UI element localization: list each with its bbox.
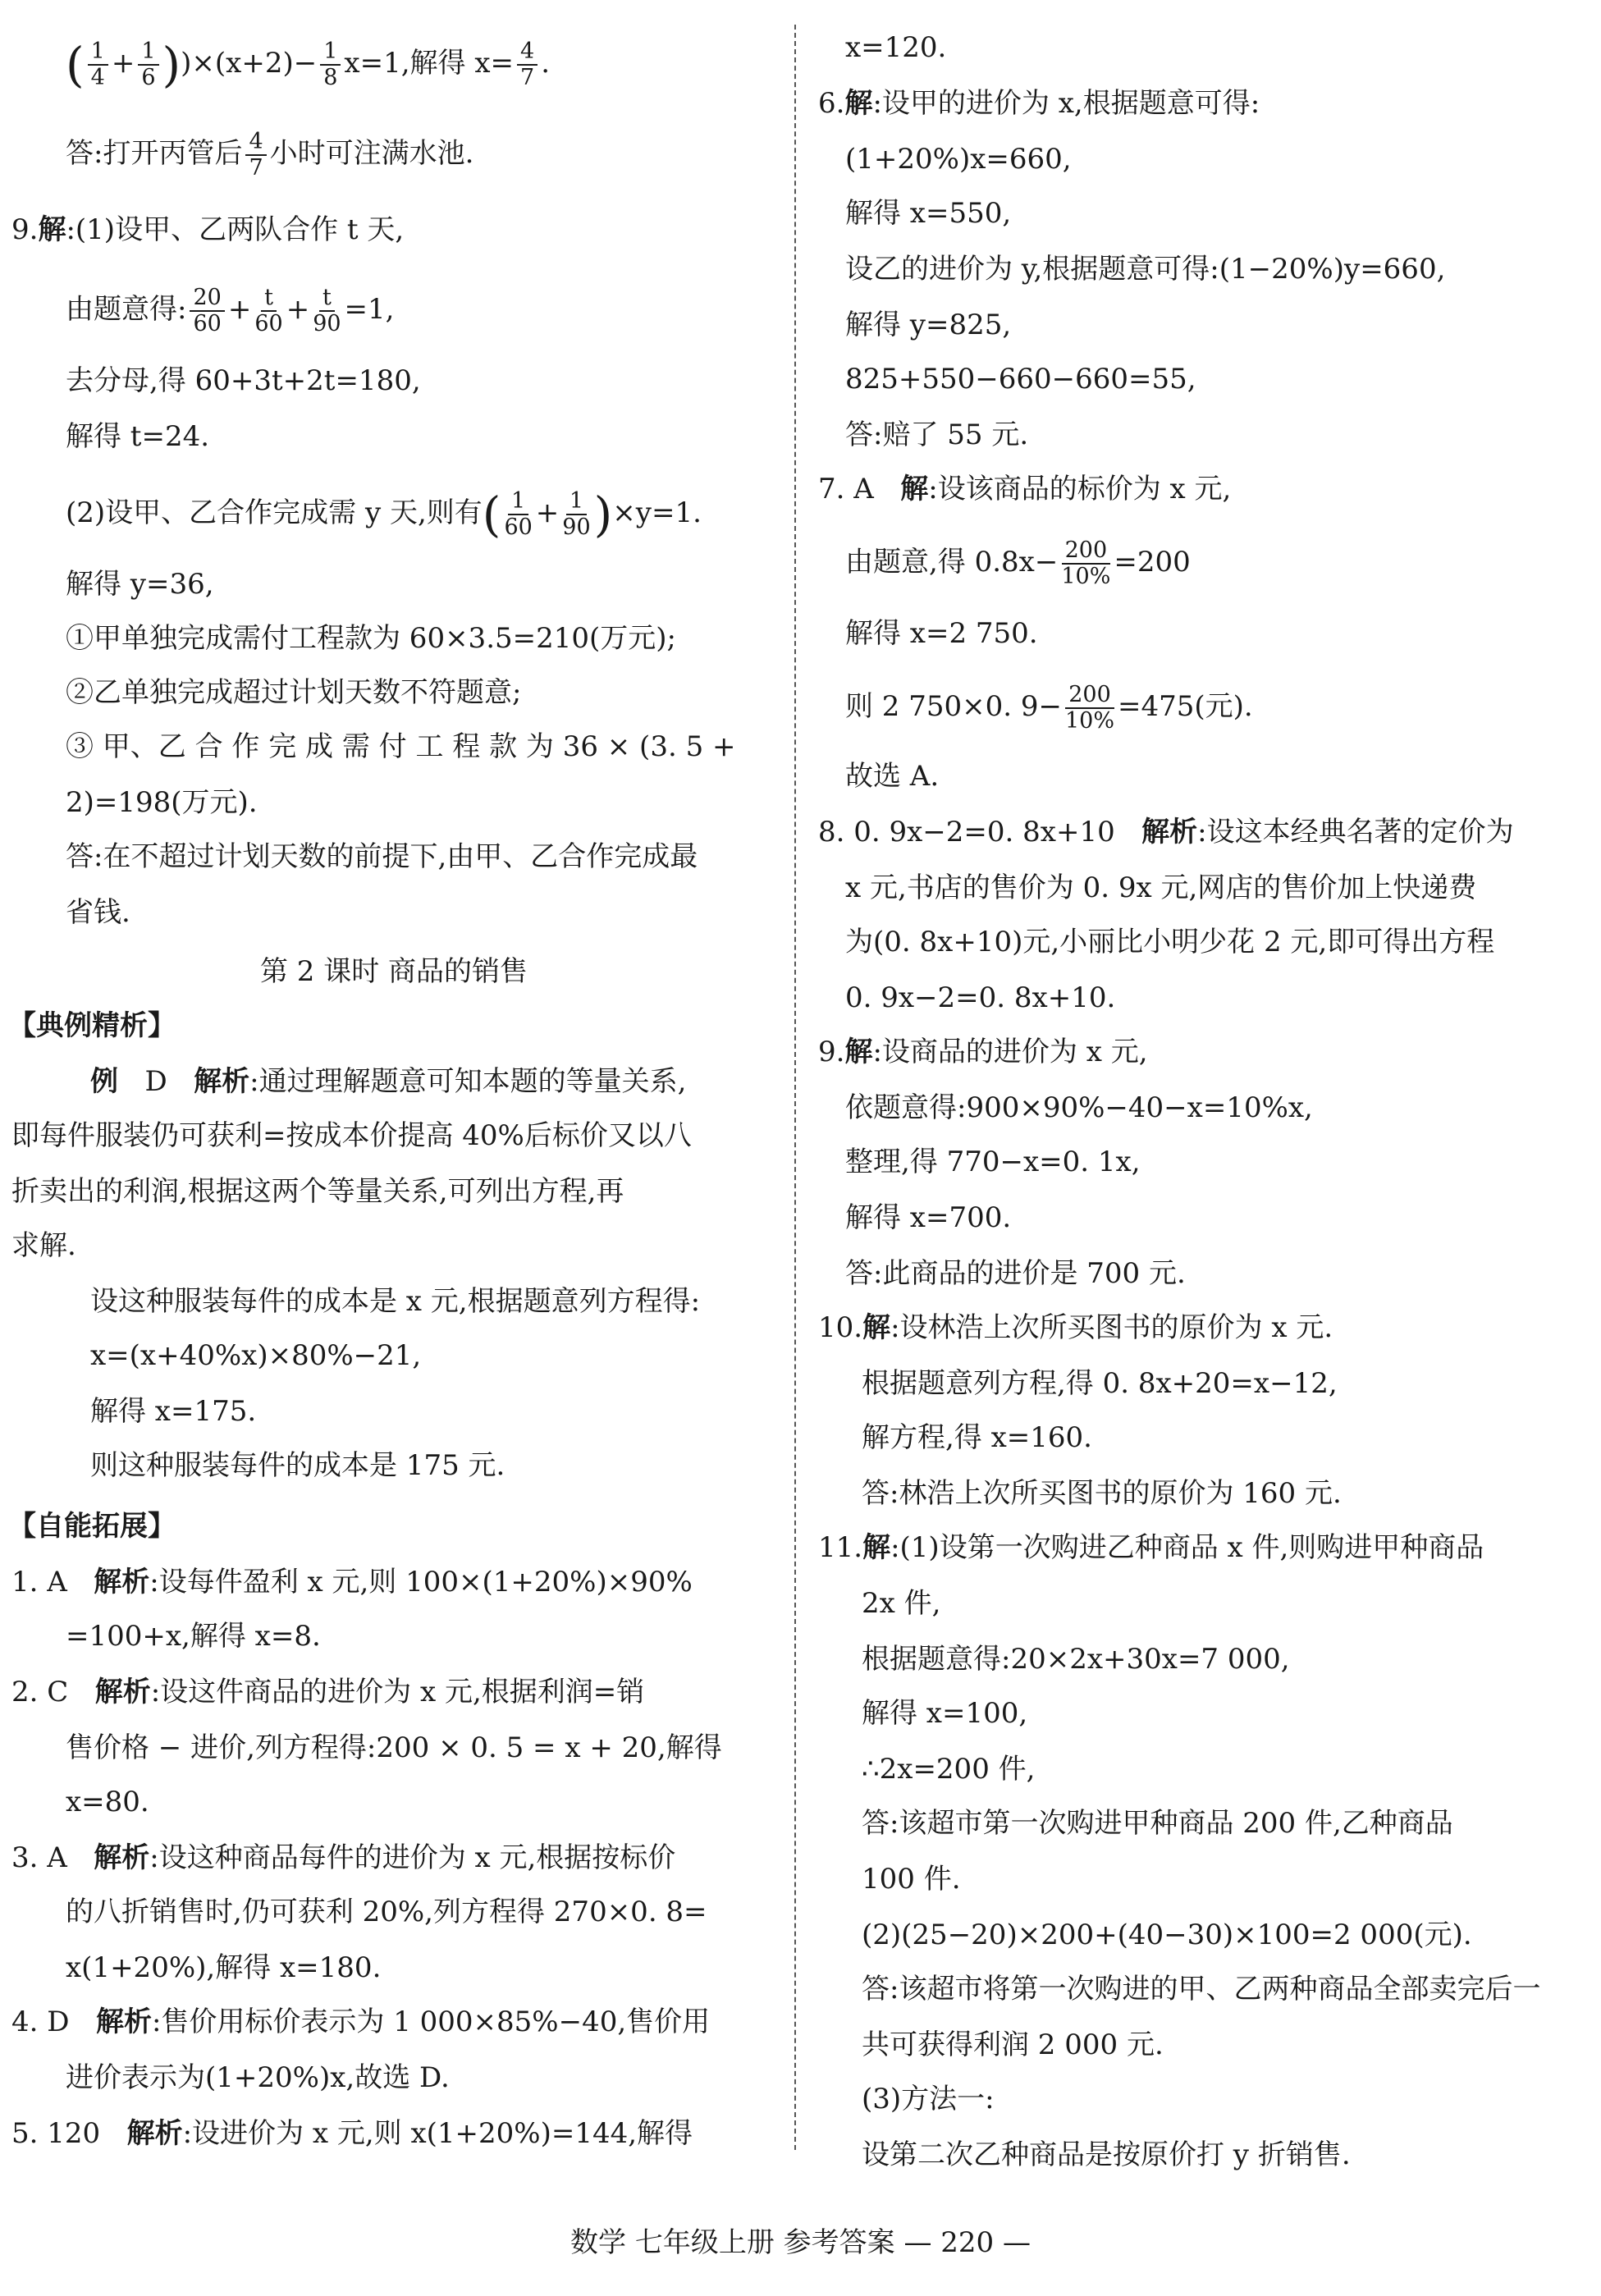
equation-line: ( $\frac{1}{4}$ + $\frac{1}{6}$ ))×(x+2)− $\frac{1}{8}$ x=1,解得 x= $\frac{4}{7}$ . <box>66 37 550 93</box>
text-line: 解方程,得 x=160. <box>862 1421 1092 1454</box>
answer-1: 1. A 解析:设每件盈利 x 元,则 100×(1+20%)×90% <box>11 1566 693 1599</box>
answer-7: 7. A 解:设该商品的标价为 x 元, <box>818 473 1232 505</box>
text-line: x(1+20%),解得 x=180. <box>66 1951 382 1984</box>
text-line: 共可获得利润 2 000 元. <box>862 2028 1164 2061</box>
answer-3: 3. A 解析:设这种商品每件的进价为 x 元,根据按标价 <box>11 1841 676 1874</box>
answer-10: 10.解:设林浩上次所买图书的原价为 x 元. <box>818 1311 1333 1344</box>
section-heading: 【典例精析】 <box>8 1009 176 1042</box>
text-line: x=120. <box>845 31 947 64</box>
equation-line: 由题意得: $\frac{20}{60}$ + $\frac{t}{60}$ + $\frac{t}{90}$ =1, <box>66 285 395 336</box>
text-line: (1+20%)x=660, <box>845 143 1072 176</box>
text-line: 为(0. 8x+10)元,小丽比小明少花 2 元,即可得出方程 <box>845 926 1495 958</box>
text-line: 即每件服装仍可获利=按成本价提高 40%后标价又以八 <box>11 1119 692 1152</box>
text-line: 解得 t=24. <box>66 420 210 453</box>
fraction: $\frac{4}{7}$ <box>517 39 537 90</box>
text-line: 答:在不超过计划天数的前提下,由甲、乙合作完成最 <box>66 840 698 873</box>
text-line: (2)(25−20)×200+(40−30)×100=2 000(元). <box>862 1919 1472 1951</box>
answer-11: 11.解:(1)设第一次购进乙种商品 x 件,则购进甲种商品 <box>818 1531 1484 1564</box>
text-line: 的八折销售时,仍可获利 20%,列方程得 270×0. 8= <box>66 1896 707 1928</box>
text-line: 解得 x=100, <box>862 1697 1028 1730</box>
text-line: ②乙单独完成超过计划天数不符题意; <box>66 676 522 709</box>
answer-2: 2. C 解析:设这件商品的进价为 x 元,根据利润=销 <box>11 1676 645 1708</box>
text-line: 则这种服装每件的成本是 175 元. <box>90 1449 505 1482</box>
text-line: 解得 x=550, <box>845 197 1012 230</box>
text-line: 答:此商品的进价是 700 元. <box>845 1257 1186 1290</box>
text-line: 依题意得:900×90%−40−x=10%x, <box>845 1091 1313 1124</box>
text-line: 进价表示为(1+20%)x,故选 D. <box>66 2061 450 2094</box>
page-footer: 数学 七年级上册 参考答案 — 220 — <box>570 2226 1031 2259</box>
text-line: 答:该超市第一次购进甲种商品 200 件,乙种商品 <box>862 1807 1453 1840</box>
text-line: 整理,得 770−x=0. 1x, <box>845 1146 1141 1178</box>
text-line: (3)方法一: <box>862 2083 995 2115</box>
text-line: 折卖出的利润,根据这两个等量关系,可列出方程,再 <box>11 1175 624 1208</box>
lesson-title: 第 2 课时 商品的销售 <box>259 955 528 988</box>
fraction: $\frac{1}{90}$ <box>562 488 591 540</box>
text-line: 答:该超市将第一次购进的甲、乙两种商品全部卖完后一 <box>862 1973 1541 2006</box>
answer-8: 8. 0. 9x−2=0. 8x+10 解析:设这本经典名著的定价为 <box>818 816 1514 848</box>
fraction: $\frac{1}{4}$ <box>88 39 108 90</box>
answer-4: 4. D 解析:售价用标价表示为 1 000×85%−40,售价用 <box>11 2006 711 2038</box>
answer-line: 答:打开丙管后 $\frac{4}{7}$ 小时可注满水池. <box>66 129 474 181</box>
text-line: 0. 9x−2=0. 8x+10. <box>845 981 1116 1014</box>
text-line: 100 件. <box>862 1863 961 1896</box>
text-line: 省钱. <box>66 896 130 929</box>
fraction: $\frac{t}{90}$ <box>313 285 341 336</box>
text-line: ③ 甲、乙 合 作 完 成 需 付 工 程 款 为 36 × (3. 5 + <box>66 730 736 763</box>
text-line: 根据题意得:20×2x+30x=7 000, <box>862 1643 1290 1676</box>
equation-line: 由题意,得 0.8x− $\frac{200}{10\%}$ =200 <box>845 537 1191 589</box>
text-line: 解得 y=36, <box>66 568 214 601</box>
fraction: $\frac{20}{60}$ <box>190 286 224 336</box>
text-line: x=80. <box>66 1786 149 1818</box>
example-line: 例 D 解析:通过理解题意可知本题的等量关系, <box>90 1065 687 1098</box>
text-line: 解得 y=825, <box>845 309 1012 341</box>
text-line: 根据题意列方程,得 0. 8x+20=x−12, <box>862 1367 1338 1400</box>
equation-line: (2)设甲、乙合作完成需 y 天,则有( $\frac{1}{60}$ + $\frac{1}{90}$ )×y=1. <box>66 487 702 542</box>
text-line: 故选 A. <box>845 760 940 793</box>
column-divider <box>794 25 796 2150</box>
text-line: 825+550−660−660=55, <box>845 363 1196 396</box>
text-line: 设这种服装每件的成本是 x 元,根据题意列方程得: <box>90 1285 701 1318</box>
text-line: 解得 x=2 750. <box>845 617 1038 650</box>
equation-line: 则 2 750×0. 9− $\frac{200}{10\%}$ =475(元). <box>845 682 1253 734</box>
text-line: 答:林浩上次所买图书的原价为 160 元. <box>862 1477 1342 1510</box>
text-line: 解得 x=700. <box>845 1201 1012 1234</box>
section-heading: 【自能拓展】 <box>8 1510 176 1543</box>
text-line: 设第二次乙种商品是按原价打 y 折销售. <box>862 2138 1351 2171</box>
text-line: x=(x+40%x)×80%−21, <box>90 1339 422 1372</box>
text-line: x 元,书店的售价为 0. 9x 元,网店的售价加上快递费 <box>845 871 1477 904</box>
answer-5: 5. 120 解析:设进价为 x 元,则 x(1+20%)=144,解得 <box>11 2117 693 2150</box>
text-line: 去分母,得 60+3t+2t=180, <box>66 364 421 397</box>
text-line: 2x 件, <box>862 1587 941 1620</box>
fraction: $\frac{4}{7}$ <box>245 130 266 181</box>
text-line: ①甲单独完成需付工程款为 60×3.5=210(万元); <box>66 622 676 655</box>
fraction: $\frac{200}{10\%}$ <box>1065 682 1115 734</box>
fraction: $\frac{1}{6}$ <box>138 39 158 90</box>
text-line: 售价格 − 进价,列方程得:200 × 0. 5 = x + 20,解得 <box>66 1731 722 1764</box>
fraction: $\frac{t}{60}$ <box>254 285 283 336</box>
answer-9: 9.解:设商品的进价为 x 元, <box>818 1036 1148 1068</box>
text-line: 2)=198(万元). <box>66 786 258 819</box>
text-line: ∴2x=200 件, <box>862 1753 1036 1786</box>
question-9-start: 9.解:(1)设甲、乙两队合作 t 天, <box>11 213 405 246</box>
fraction: $\frac{1}{60}$ <box>504 488 533 540</box>
text-line: =100+x,解得 x=8. <box>66 1620 321 1653</box>
fraction: $\frac{1}{8}$ <box>320 39 341 90</box>
fraction: $\frac{200}{10\%}$ <box>1061 537 1111 589</box>
text-line: 求解. <box>11 1229 76 1262</box>
answer-6: 6.解:设甲的进价为 x,根据题意可得: <box>818 87 1260 120</box>
text-line: 设乙的进价为 y,根据题意可得:(1−20%)y=660, <box>845 253 1446 286</box>
text-line: 解得 x=175. <box>90 1395 257 1428</box>
text-line: 答:赔了 55 元. <box>845 418 1029 451</box>
